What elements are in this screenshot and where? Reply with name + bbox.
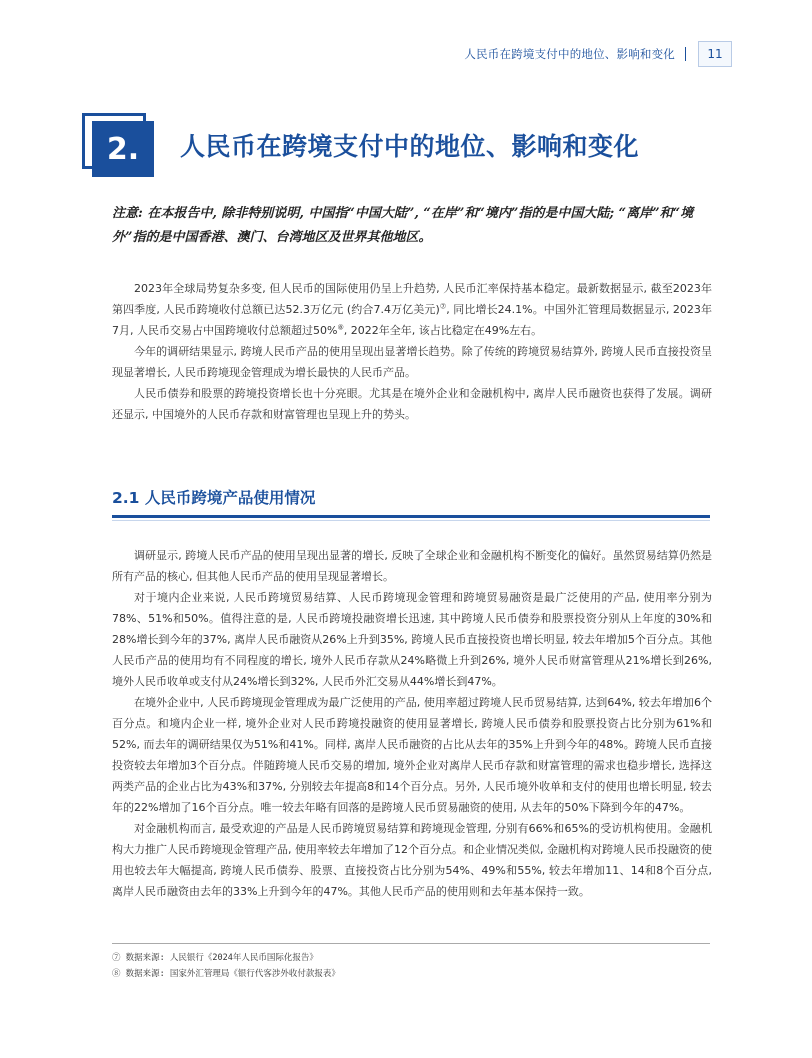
footnote-7: ⑦ 数据来源: 人民银行《2024年人民币国际化报告》 — [112, 953, 318, 963]
section-rule-thin — [112, 520, 710, 521]
footnote-ref-8: ⑧ — [337, 323, 344, 332]
section-title: 2.1 人民币跨境产品使用情况 — [112, 489, 316, 507]
intro-paragraph-3: 人民币债券和股票的跨境投资增长也十分亮眼。尤其是在境外企业和金融机构中, 离岸人民币融资也获得了发展。调研还显示, 中国境外的人民币存款和财富管理也呈现上升的势头。 — [112, 387, 712, 421]
section-paragraph: 调研显示, 跨境人民币产品的使用呈现出显著的增长, 反映了全球企业和金融机构不断变化的偏好。虽然贸易结算仍然是所有产品的核心, 但其他人民币产品的使用呈现显著增长。 — [112, 549, 712, 583]
intro-paragraph-2: 今年的调研结果显示, 跨境人民币产品的使用呈现出显著增长趋势。除了传统的跨境贸易结算外, 跨境人民币直接投资呈现显著增长, 人民币跨境现金管理成为增长最快的人民币产品。 — [112, 345, 712, 379]
footnote-8: ⑧ 数据来源: 国家外汇管理局《银行代客涉外收付款报表》 — [112, 969, 340, 979]
section-paragraph: 对于境内企业来说, 人民币跨境贸易结算、人民币跨境现金管理和跨境贸易融资是最广泛使用的产品, 使用率分别为78%、51%和50%。值得注意的是, 人民币跨境投融资增长迅速, 其中跨境人民币债券和股票投资分别从上年度的30%和28%增长到今年的37%, 离岸人民币融资从26%上升到35%, 跨境人民币直接投资也增长明显, 较去年增加5个百分点。其他人民币产品的使用均有不同程度的增长, 境外人民币存款从24%略微上升到26%, 境外人民币财富管理从21%增长到26%, 境外人民币收单或支付从24%增长到32%, 人民币外汇交易从44%增长到47%。 — [112, 591, 712, 688]
intro-paragraph-1 — [112, 278, 712, 341]
header-divider — [685, 47, 686, 61]
intro-text — [112, 278, 712, 425]
running-header-title: 人民币在跨境支付中的地位、影响和变化 — [464, 47, 675, 61]
section-body — [112, 545, 712, 902]
chapter-heading — [82, 113, 639, 177]
definition-note: 注意: 在本报告中, 除非特别说明, 中国指“中国大陆”, “在岸”和“境内”指的是中国大陆; “离岸”和“境外”指的是中国香港、澳门、台湾地区及世界其他地区。 — [112, 206, 694, 245]
chapter-number-badge — [82, 113, 160, 177]
section-rule — [112, 515, 710, 518]
intro-p1-part-a: 2023年全球局势复杂多变, 但人民币的国际使用仍呈上升趋势, 人民币汇率保持基本稳定。最新数据显示, 截至2023年第四季度, 人民币跨境收付总额已达52.3万亿元 (约合7.4万亿美元) — [112, 282, 712, 316]
intro-p1-part-c: , 2022年全年, 该占比稳定在49%左右。 — [343, 324, 543, 337]
page-number: 11 — [698, 41, 732, 67]
footnote-divider — [112, 943, 710, 944]
running-header — [464, 40, 732, 68]
section-paragraph: 在境外企业中, 人民币跨境现金管理成为最广泛使用的产品, 使用率超过跨境人民币贸易结算, 达到64%, 较去年增加6个百分点。和境内企业一样, 境外企业对人民币跨境投融资的使用显著增长, 跨境人民币债券和股票投资占比分别为61%和52%, 而去年的调研结果仅为51%和41%。同样, 离岸人民币融资的占比从去年的35%上升到今年的48%。跨境人民币直接投资较去年增加3个百分点。伴随跨境人民币交易的增加, 境外企业对离岸人民币存款和财富管理的需求也稳步增长, 选择这两类产品的企业占比为43%和37%, 分别较去年提高8和14个百分点。另外, 人民币境外收单和支付的使用也增长明显, 较去年的22%增加了16个百分点。唯一较去年略有回落的是跨境人民币贸易融资的使用, 从去年的50%下降到今年的47%。 — [112, 696, 712, 814]
footnotes — [112, 950, 712, 982]
footnote-ref-7: ⑦ — [439, 302, 447, 311]
chapter-number: 2. — [92, 121, 154, 177]
section-paragraph: 对金融机构而言, 最受欢迎的产品是人民币跨境贸易结算和跨境现金管理, 分别有66%和65%的受访机构使用。金融机构大力推广人民币跨境现金管理产品, 使用率较去年增加了12个百分点。和企业情况类似, 金融机构对跨境人民币投融资的使用也较去年大幅提高, 跨境人民币债券、股票、直接投资占比分别为54%、49%和55%, 较去年增加11、14和8个百分点, 离岸人民币融资由去年的33%上升到今年的47%。其他人民币产品的使用则和去年基本保持一致。 — [112, 822, 712, 898]
intro-p1-part-b: , 同比增长24.1%。中国外汇管理局数据显示, 2023年7月, 人民币交易占中国跨境收付总额超过50% — [112, 303, 712, 337]
chapter-title: 人民币在跨境支付中的地位、影响和变化 — [180, 132, 640, 161]
